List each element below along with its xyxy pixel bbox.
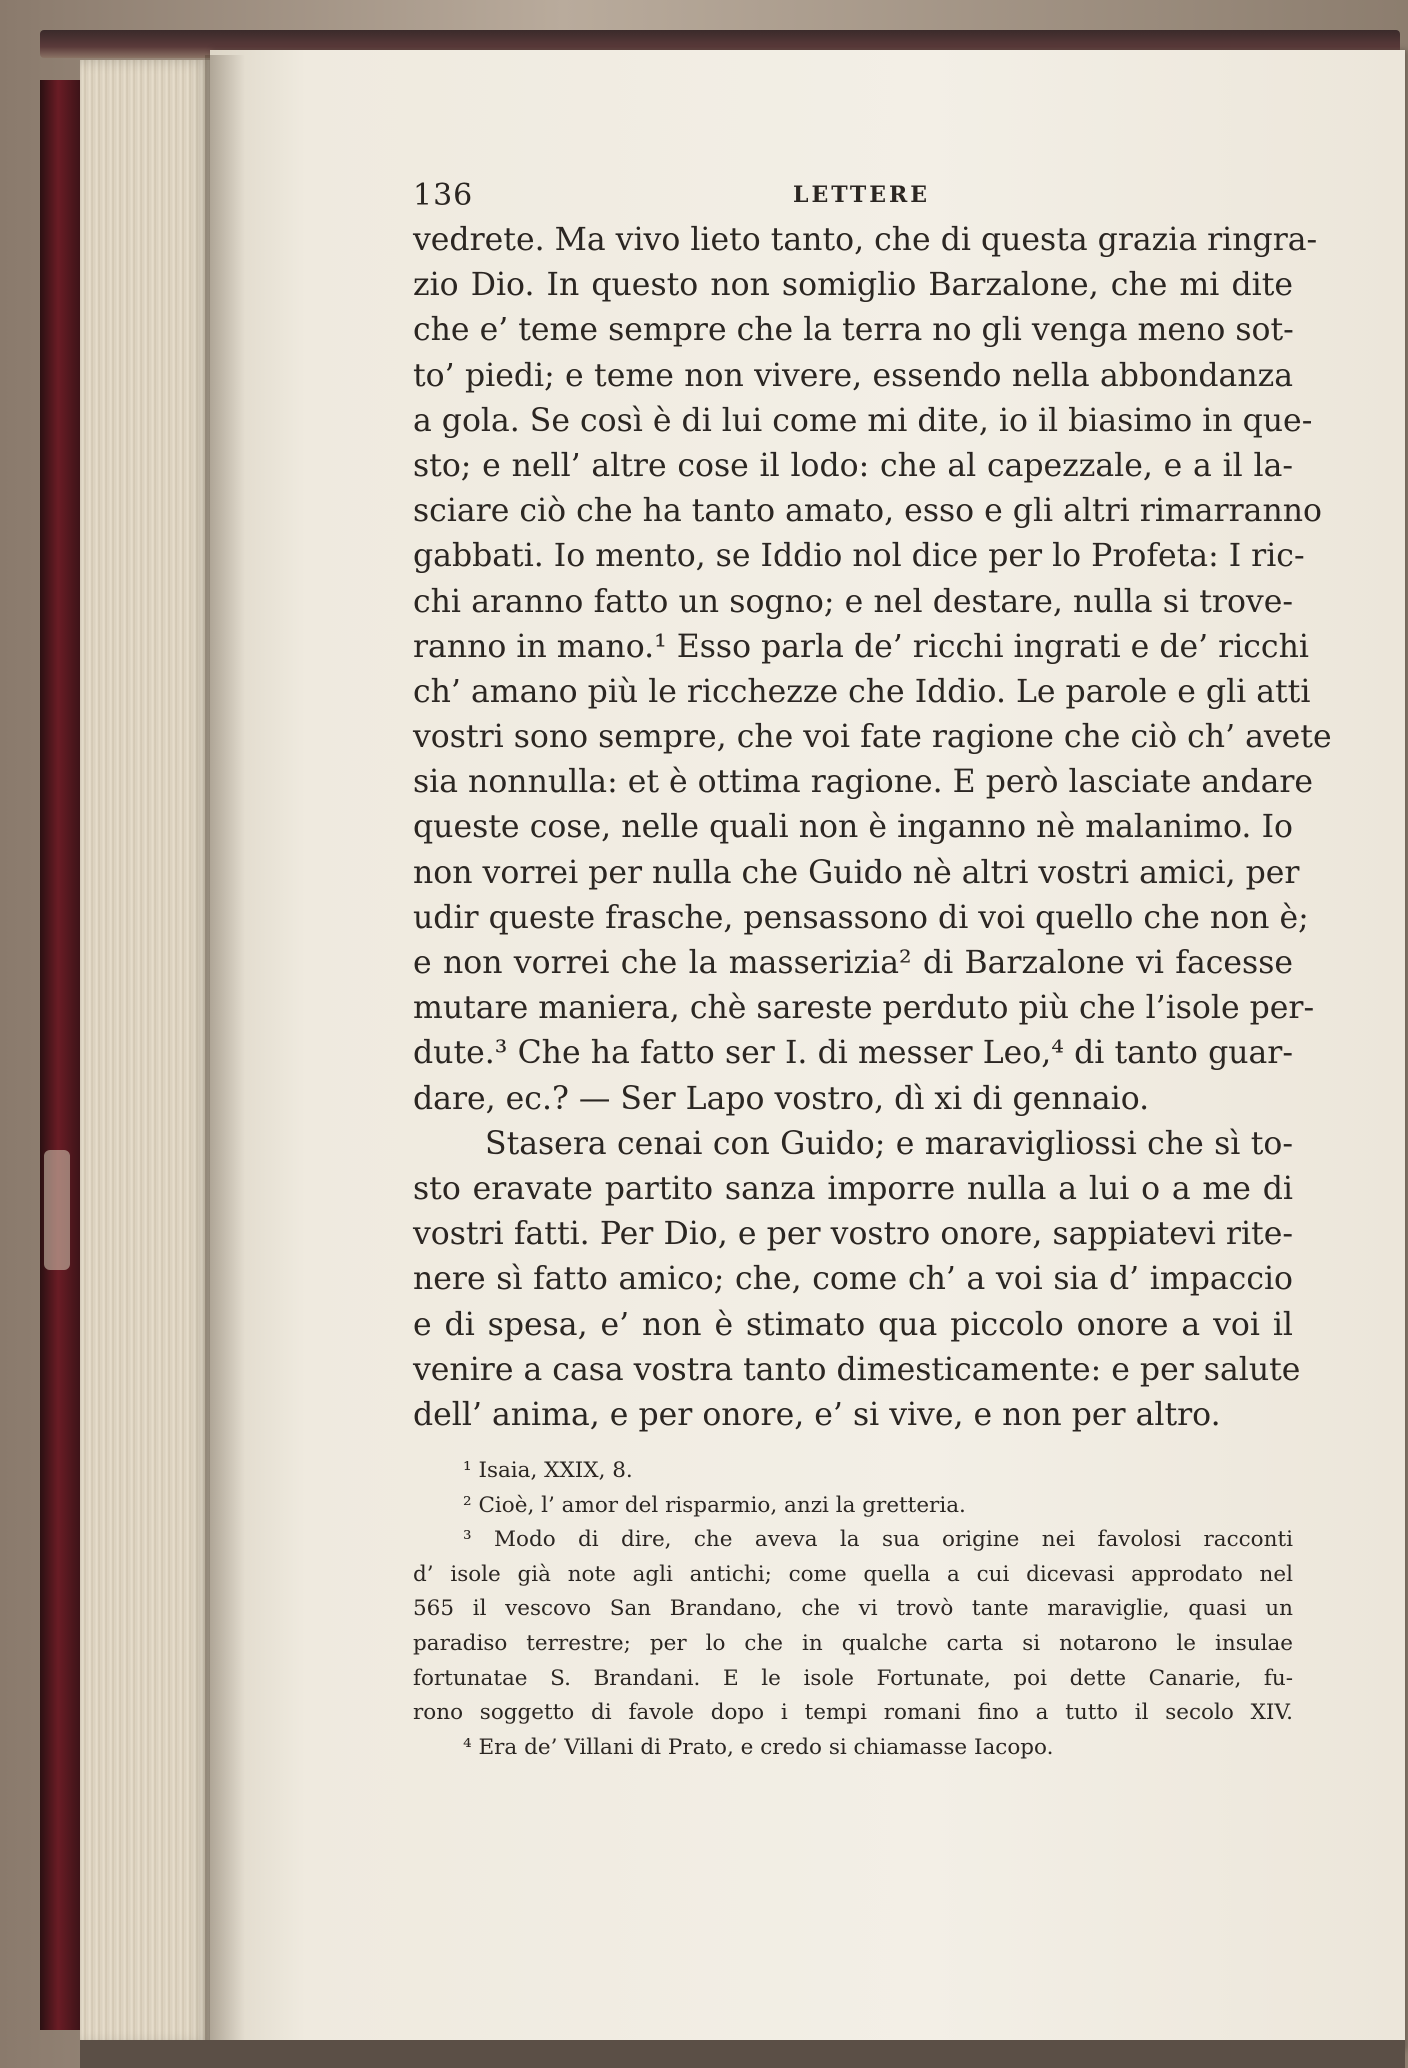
body-line: sto eravate partito sanza imporre nulla a lui o a me di	[413, 1170, 1293, 1207]
body-line: che e’ teme sempre che la terra no gli venga meno sot-	[413, 312, 1294, 349]
footnote-2: ² Cioè, l’ amor del risparmio, anzi la gretteria.	[463, 1492, 966, 1518]
page-number: 136	[413, 178, 474, 213]
footnote-3: ³ Modo di dire, che aveva la sua origine nei favolosi racconti	[463, 1527, 1293, 1553]
page-text-block	[413, 170, 1332, 1765]
body-line-paragraph-start: Stasera cenai con Guido; e maravigliossi che sì to-	[485, 1125, 1293, 1162]
book-spine	[40, 80, 80, 2030]
footnote-3-line: paradiso terrestre; per lo che in qualche carta si notarono le insulae	[413, 1631, 1293, 1657]
body-line: non vorrei per nulla che Guido nè altri vostri amici, per	[413, 854, 1300, 891]
body-line: queste cose, nelle quali non è inganno nè malanimo. Io	[413, 809, 1293, 846]
body-line: chi aranno fatto un sogno; e nel destare, nulla si trove-	[413, 583, 1293, 620]
footnote-4: ⁴ Era de’ Villani di Prato, e credo si chiamasse Iacopo.	[463, 1734, 1054, 1760]
body-line: e di spesa, e’ non è stimato qua piccolo onore a voi il	[413, 1306, 1293, 1343]
body-line: venire a casa vostra tanto dimesticamente: e per salute	[413, 1351, 1301, 1388]
body-line: ch’ amano più le ricchezze che Iddio. Le parole e gli atti	[413, 673, 1311, 710]
page-block-edges	[80, 60, 210, 2045]
body-line: zio Dio. In questo non somiglio Barzalone, che mi dite	[413, 267, 1293, 304]
footnote-3-line: fortunatae S. Brandani. E le isole Fortunate, poi dette Canarie, fu-	[413, 1665, 1293, 1691]
footnote-3-line: rono soggetto di favole dopo i tempi romani fino a tutto il secolo XIV.	[413, 1700, 1293, 1726]
body-line: sia nonnulla: et è ottima ragione. E però lasciate andare	[413, 764, 1314, 801]
footnotes	[413, 1454, 1293, 1765]
body-line: ranno in mano.¹ Esso parla de’ ricchi ingrati e de’ ricchi	[413, 628, 1309, 665]
body-line: nere sì fatto amico; che, come ch’ a voi sia d’ impaccio	[413, 1261, 1293, 1298]
page-gutter-shadow	[205, 55, 245, 2045]
body-line: mutare maniera, chè sareste perduto più che l’isole per-	[413, 990, 1315, 1027]
body-text	[413, 218, 1332, 1438]
body-line: vostri sono sempre, che voi fate ragione che ciò ch’ avete	[413, 719, 1332, 756]
footnote-1: ¹ Isaia, XXIX, 8.	[463, 1458, 633, 1484]
body-line: gabbati. Io mento, se Iddio nol dice per lo Profeta: I ric-	[413, 538, 1305, 575]
page-header: LETTERE	[793, 182, 931, 208]
body-line: sciare ciò che ha tanto amato, esso e gli altri rimarranno	[413, 493, 1322, 530]
book-bottom-edge	[80, 2040, 1405, 2068]
spine-wear-patch	[44, 1150, 70, 1270]
footnote-3-line: d’ isole già note agli antichi; come quella a cui dicevasi approdato nel	[413, 1561, 1293, 1587]
body-line: sto; e nell’ altre cose il lodo: che al capezzale, e a il la-	[413, 447, 1293, 484]
body-line: udir queste frasche, pensassono di voi quello che non è;	[413, 899, 1309, 936]
body-line: vedrete. Ma vivo lieto tanto, che di questa grazia ringra-	[413, 222, 1318, 258]
body-line: to’ piedi; e teme non vivere, essendo nella abbondanza	[413, 357, 1293, 394]
body-line: vostri fatti. Per Dio, e per vostro onore, sappiatevi rite-	[413, 1216, 1293, 1253]
body-line-signature: dare, ec.? — Ser Lapo vostro, dì xi di gennaio.	[413, 1080, 1150, 1117]
footnote-3-line: 565 il vescovo San Brandano, che vi trovò tante maraviglie, quasi un	[413, 1596, 1293, 1622]
body-line: e non vorrei che la masserizia² di Barzalone vi facesse	[413, 945, 1293, 981]
running-head	[413, 170, 1293, 218]
body-line: dell’ anima, e per onore, e’ si vive, e non per altro.	[413, 1396, 1221, 1433]
body-line: a gola. Se così è di lui come mi dite, io il biasimo in que-	[413, 402, 1313, 439]
body-line: dute.³ Che ha fatto ser I. di messer Leo,⁴ di tanto guar-	[413, 1035, 1293, 1072]
